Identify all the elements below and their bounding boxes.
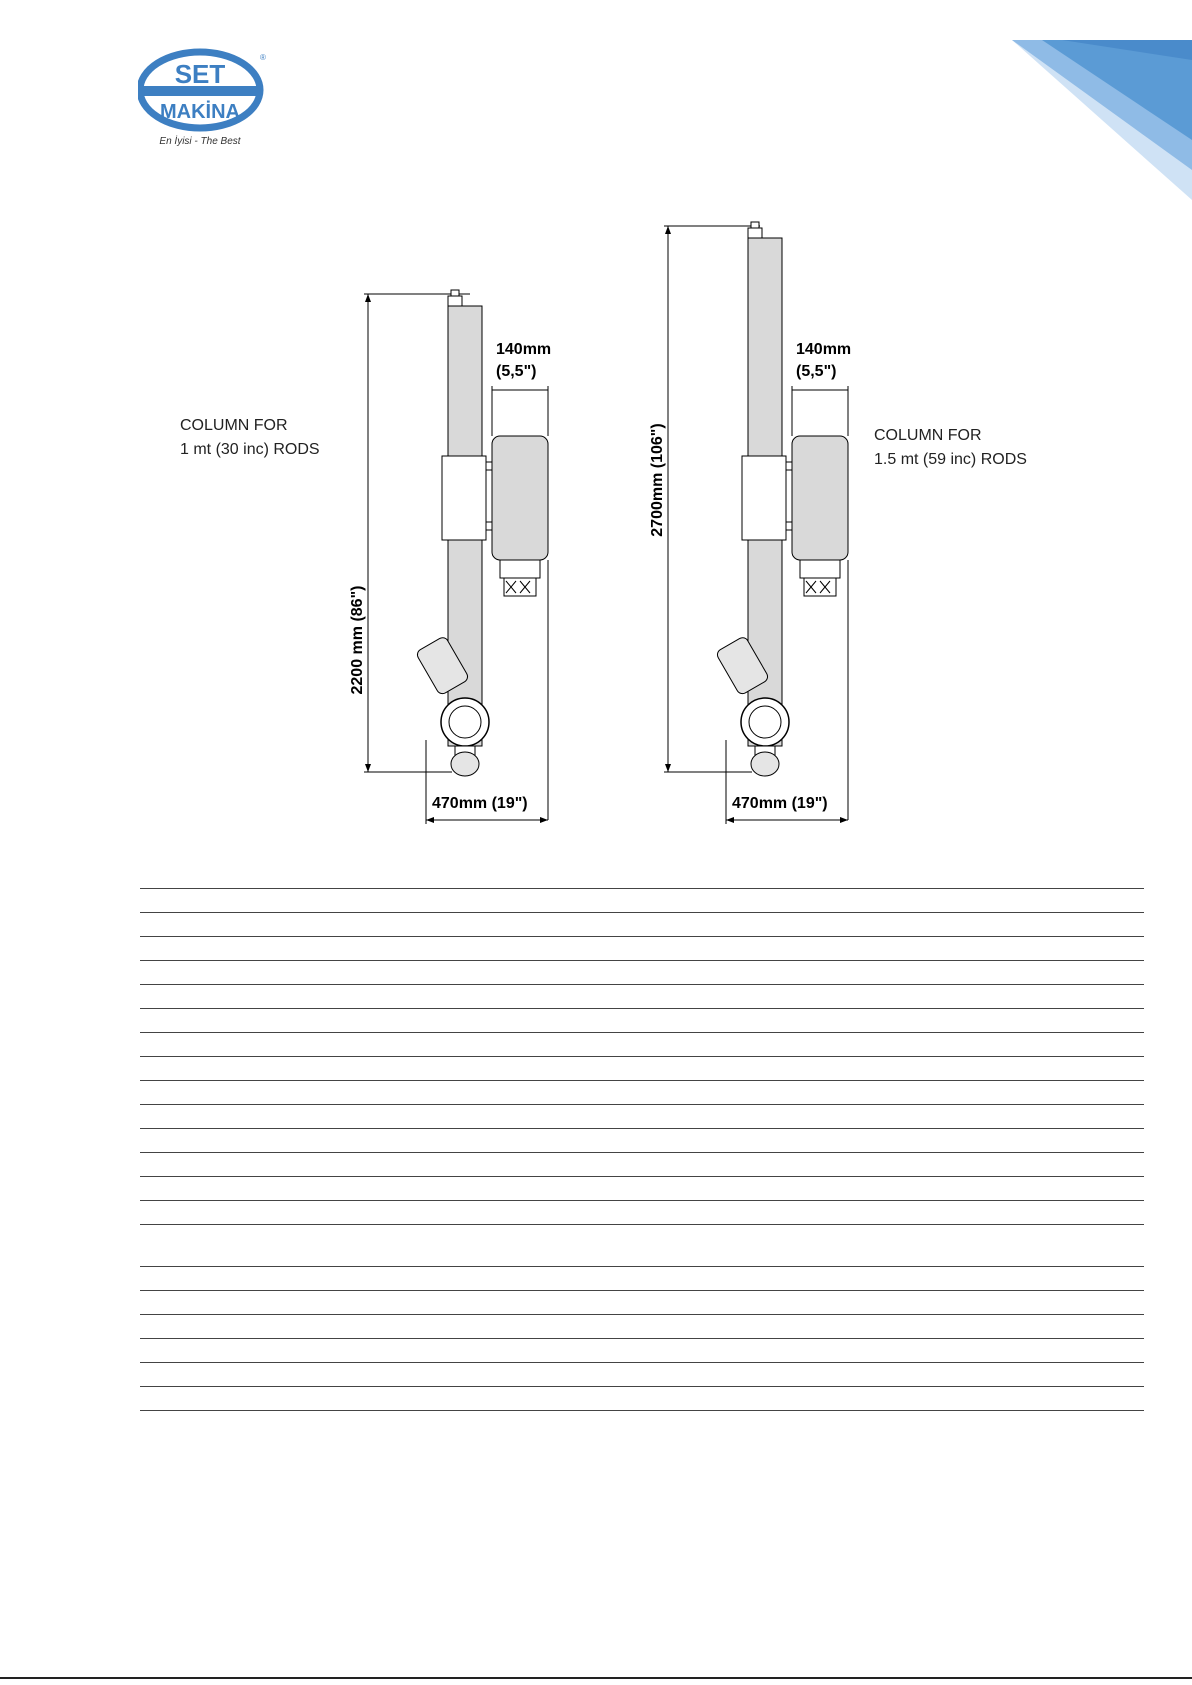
footer-rule [0,1677,1192,1679]
left-width-top-line2: (5,5") [496,363,537,380]
table-rule [140,1362,1144,1363]
logo-text-makina: MAKİNA [160,101,240,123]
corner-decoration [952,0,1192,200]
table-rule [140,1386,1144,1387]
set-makina-logo [138,48,278,148]
table-rule [140,960,1144,961]
empty-spec-table [140,888,1144,1418]
left-width-top-line1: 140mm [496,341,552,358]
column-drawing [0,200,1192,850]
left-column-label-line2: 1 mt (30 inc) RODS [180,441,320,458]
table-rule [140,1176,1144,1177]
registered-mark: ® [260,53,266,62]
table-rule [140,1008,1144,1009]
logo-tagline: En İyisi - The Best [159,136,241,147]
table-rule [140,1338,1144,1339]
table-rule [140,1410,1144,1411]
table-rule [140,1104,1144,1105]
right-column-assembly [664,222,848,824]
logo-text-set: SET [174,59,226,89]
table-rule [140,1290,1144,1291]
table-rule [140,1056,1144,1057]
table-rule [140,912,1144,913]
left-column-label-line1: COLUMN FOR [180,417,288,434]
table-rule [140,1266,1144,1267]
table-rule [140,1128,1144,1129]
right-column-label-line1: COLUMN FOR [874,427,982,444]
table-rule [140,1224,1144,1225]
left-width-bottom: 470mm (19") [432,795,528,812]
right-width-top-line1: 140mm [796,341,852,358]
table-rule [140,1152,1144,1153]
table-rule [140,1080,1144,1081]
table-rule [140,1314,1144,1315]
left-height-label: 2200 mm (86") [349,585,366,695]
right-width-bottom: 470mm (19") [732,795,828,812]
table-rule [140,984,1144,985]
table-rule [140,888,1144,889]
table-rule [140,936,1144,937]
table-rule [140,1200,1144,1201]
right-height-label: 2700mm (106") [649,423,666,537]
right-column-label-line2: 1.5 mt (59 inc) RODS [874,451,1027,468]
table-rule [140,1032,1144,1033]
right-width-top-line2: (5,5") [796,363,837,380]
